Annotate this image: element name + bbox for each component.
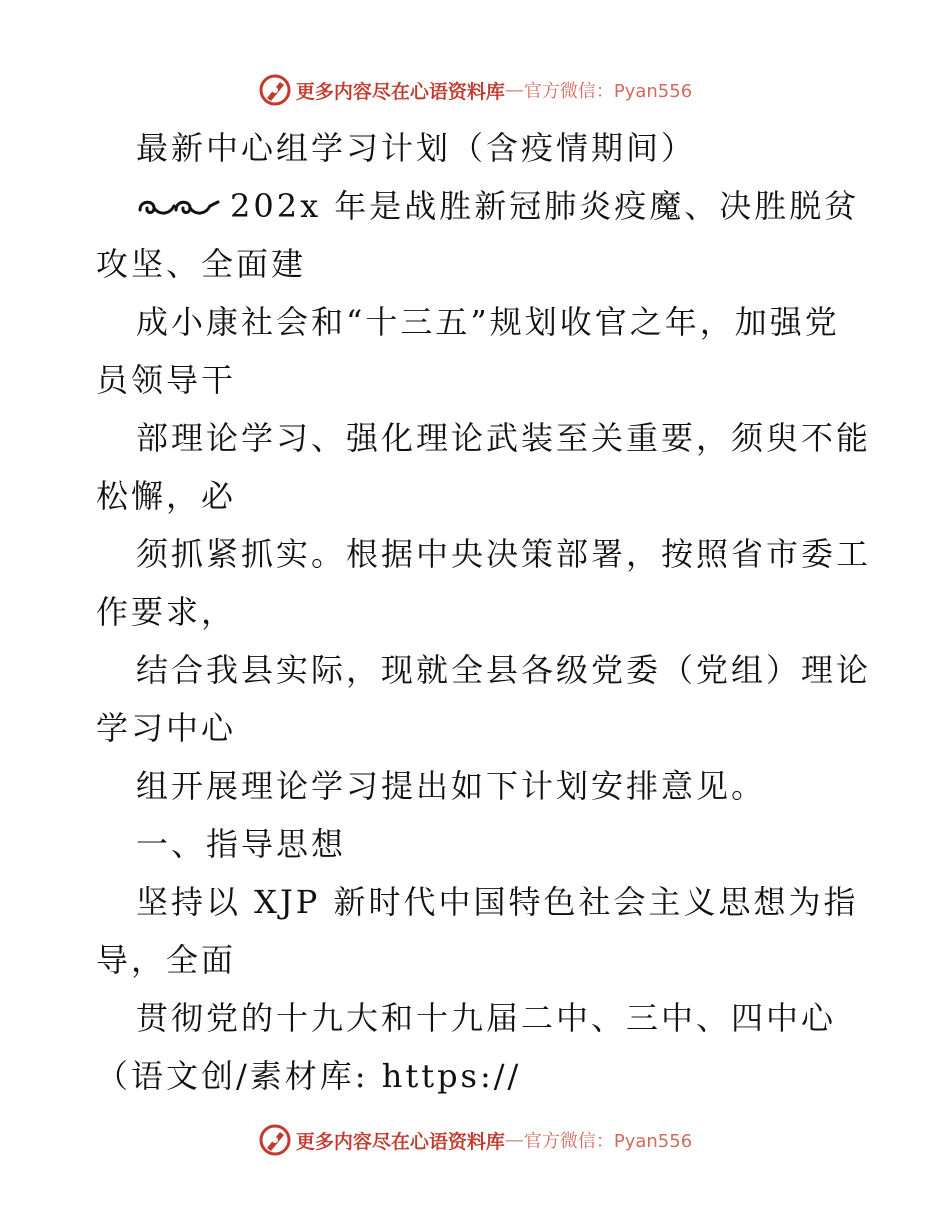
paragraph-line: 导，全面 — [96, 941, 237, 979]
paragraph-line: 须抓紧抓实。根据中央决策部署，按照省市委工 — [136, 535, 872, 573]
watermark-separator: — — [504, 1129, 524, 1151]
paragraph-line: 攻坚、全面建 — [96, 245, 307, 283]
paragraph-line: 员领导干 — [96, 361, 237, 399]
paragraph-line: 学习中心 — [96, 709, 237, 747]
header-watermark — [0, 70, 950, 110]
pen-logo-icon — [258, 1123, 292, 1157]
pen-logo-icon — [258, 73, 292, 107]
floral-ornament-icon — [136, 194, 222, 220]
paragraph-line: 贯彻党的十九大和十九届二中、三中、四中心 — [136, 999, 837, 1037]
paragraph-line: 坚持以 XJP 新时代中国特色社会主义思想为指 — [136, 883, 859, 921]
document-title: 最新中心组学习计划（含疫情期间） — [136, 129, 697, 167]
paragraph-line: 松懈，必 — [96, 477, 237, 515]
watermark-main-text: 更多内容尽在心语资料库 — [295, 80, 505, 103]
paragraph-line: （语文创/素材库: https:// — [96, 1057, 522, 1095]
watermark-main-text: 更多内容尽在心语资料库 — [295, 1130, 505, 1153]
paragraph-line: 结合我县实际，现就全县各级党委（党组）理论 — [136, 651, 872, 689]
paragraph-text: 202x 年是战胜新冠肺炎疫魔、决胜脱贫 — [230, 187, 860, 225]
watermark-wechat-text: 官方微信：Pyan556 — [523, 1131, 693, 1152]
paragraph-line: 成小康社会和“十三五”规划收官之年，加强党 — [136, 303, 840, 341]
paragraph-line: 部理论学习、强化理论武装至关重要，须臾不能 — [136, 419, 872, 457]
watermark-separator: — — [504, 79, 524, 101]
paragraph-line — [136, 186, 859, 226]
watermark-wechat-text: 官方微信：Pyan556 — [523, 81, 693, 102]
footer-watermark — [0, 1120, 950, 1160]
paragraph-line: 作要求， — [96, 593, 237, 631]
section-heading: 一、指导思想 — [136, 825, 347, 863]
paragraph-line: 组开展理论学习提出如下计划安排意见。 — [136, 767, 767, 805]
